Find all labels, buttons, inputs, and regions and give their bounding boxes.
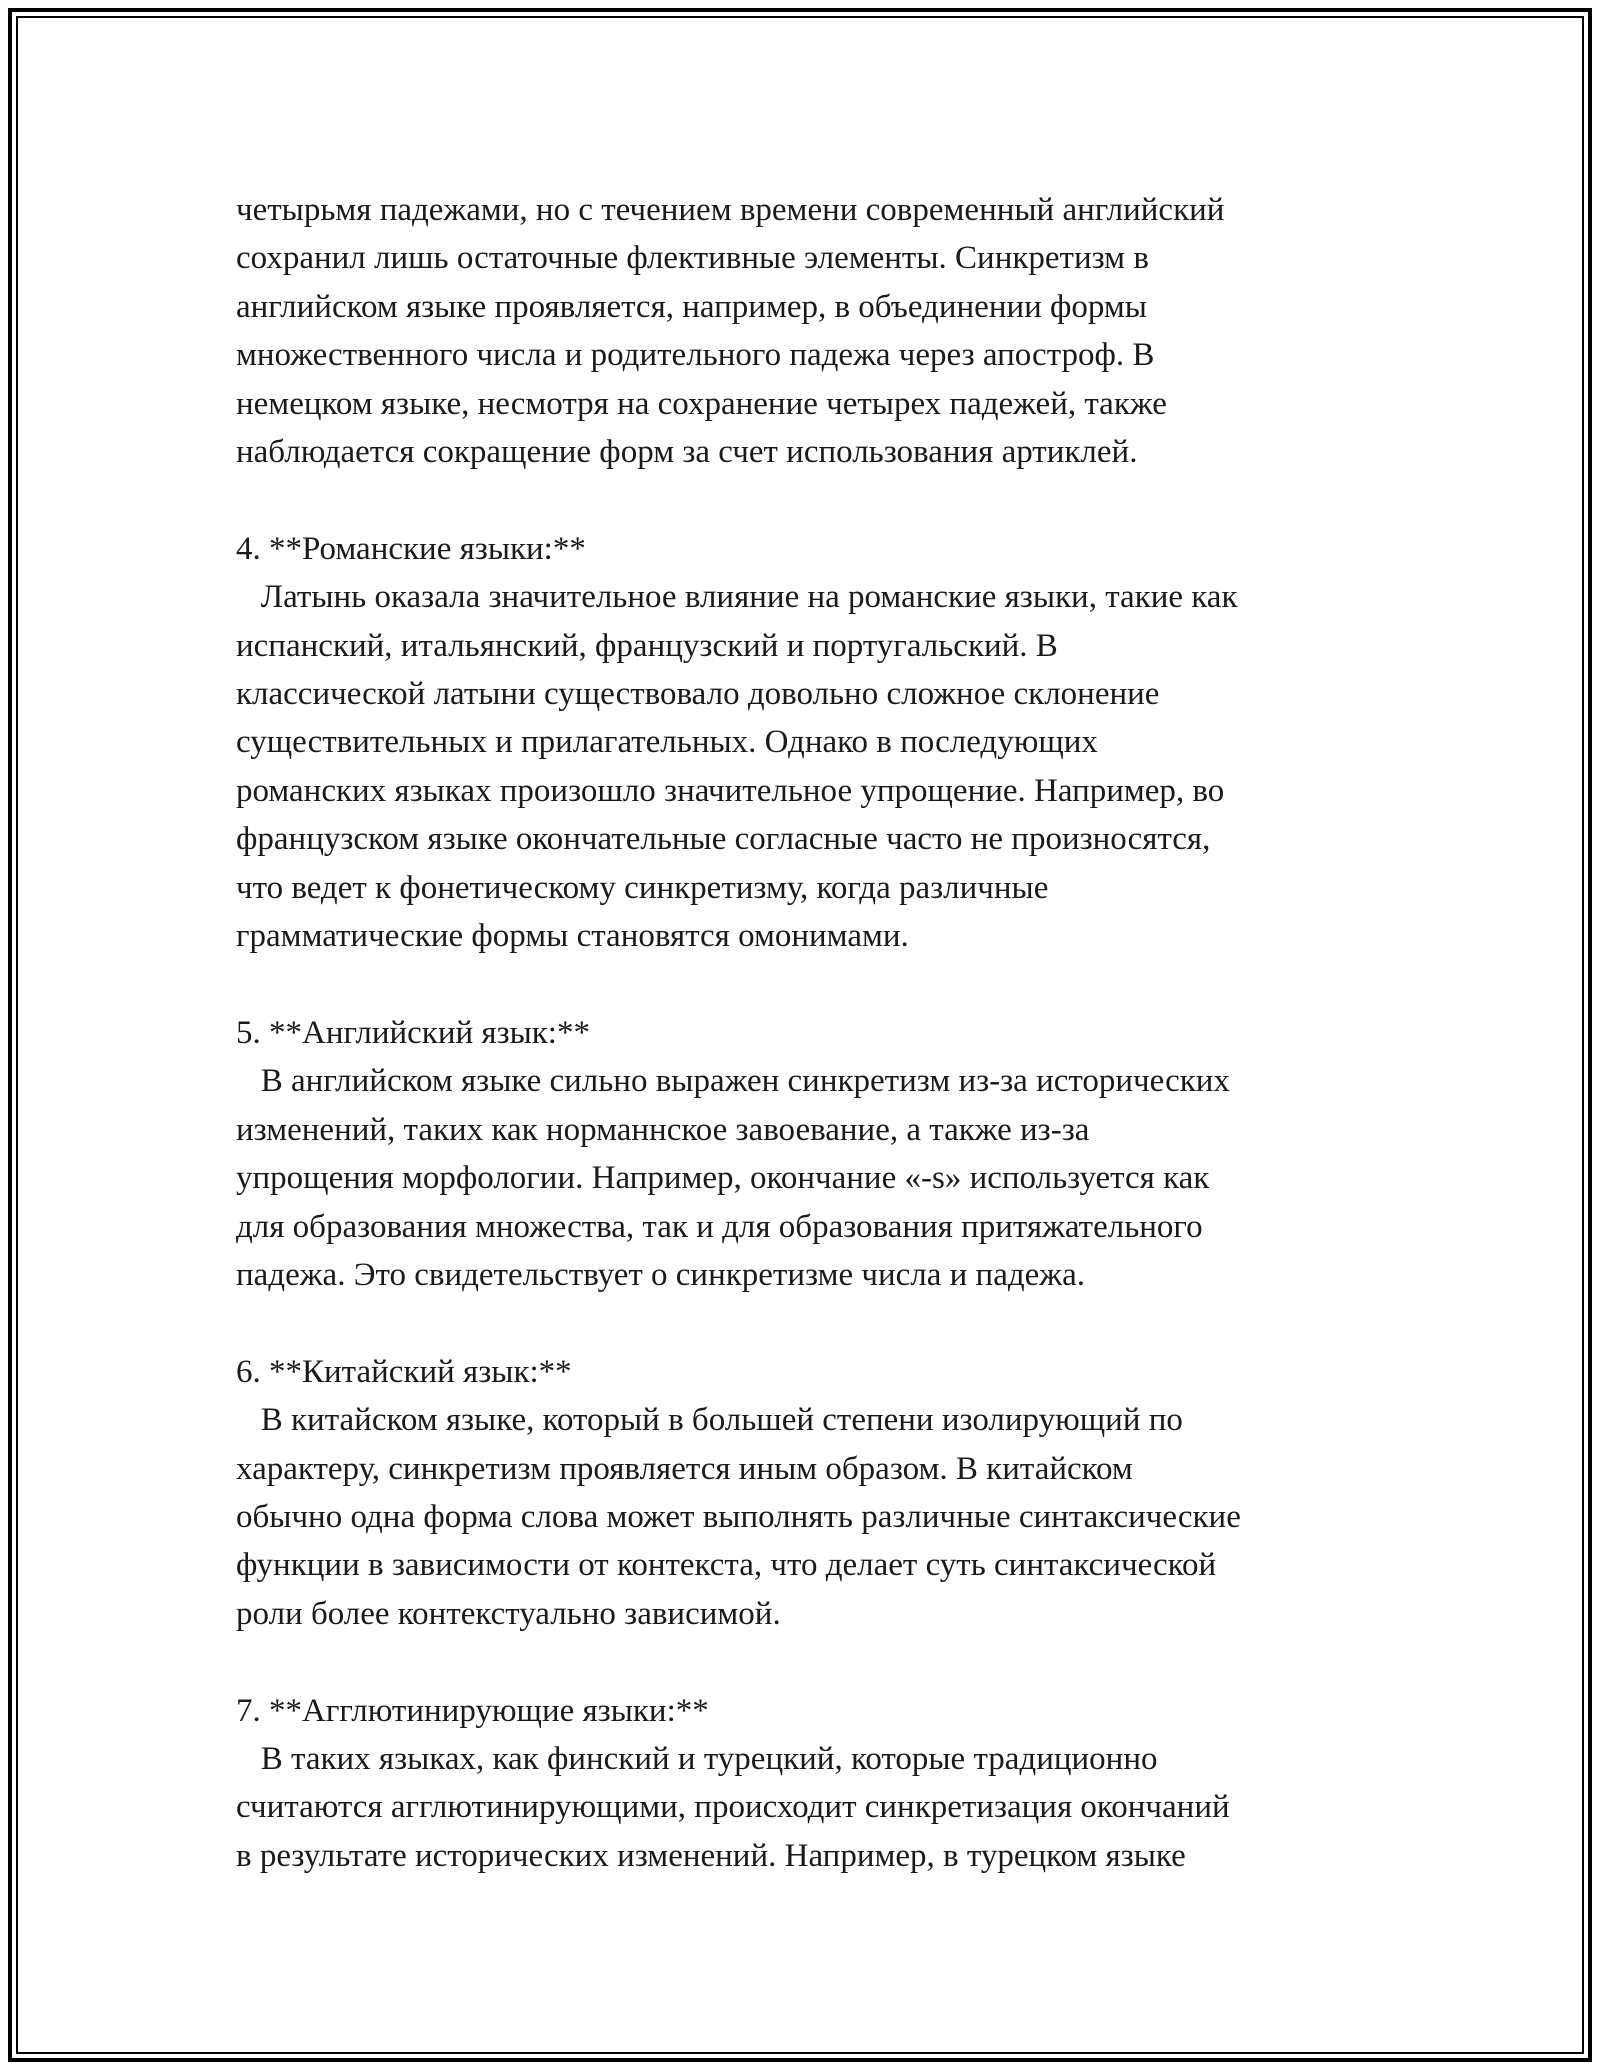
text-line: грамматические формы становятся омонимами.: [236, 918, 909, 955]
section-agglutinative-languages: [236, 1687, 1366, 1881]
intro-paragraph: [236, 186, 1366, 476]
text-line: испанский, итальянский, французский и португальский. В: [236, 627, 1058, 664]
text-line: В таких языках, как финский и турецкий, которые традиционно: [236, 1740, 1158, 1777]
section-romance-languages: [236, 525, 1366, 961]
text-line: обычно одна форма слова может выполнять различные синтаксические: [236, 1498, 1241, 1535]
text-line: для образования множества, так и для образования притяжательного: [236, 1208, 1203, 1245]
document-body: [236, 186, 1366, 1880]
paragraph-spacer: [236, 1299, 1366, 1347]
section-heading: 5. **Английский язык:**: [236, 1014, 590, 1051]
text-line: считаются агглютинирующими, происходит синкретизация окончаний: [236, 1789, 1230, 1826]
text-line: изменений, таких как норманнское завоевание, а также из-за: [236, 1111, 1090, 1148]
text-line: романских языках произошло значительное упрощение. Например, во: [236, 772, 1225, 809]
text-line: В китайском языке, который в большей степени изолирующий по: [236, 1402, 1183, 1439]
paragraph-spacer: [236, 960, 1366, 1008]
text-line: что ведет к фонетическому синкретизму, когда различные: [236, 869, 1049, 906]
text-line: характеру, синкретизм проявляется иным образом. В китайском: [236, 1450, 1133, 1487]
section-chinese-language: [236, 1348, 1366, 1638]
text-line: существительных и прилагательных. Однако в последующих: [236, 724, 1098, 761]
section-english-language: [236, 1009, 1366, 1299]
text-line: классической латыни существовало довольно сложное склонение: [236, 676, 1160, 713]
text-line: в результате исторических изменений. Например, в турецком языке: [236, 1837, 1186, 1874]
section-heading: 4. **Романские языки:**: [236, 530, 586, 567]
text-line: функции в зависимости от контекста, что делает суть синтаксической: [236, 1547, 1217, 1584]
text-line: упрощения морфологии. Например, окончание «-s» используется как: [236, 1160, 1210, 1197]
text-line: наблюдается сокращение форм за счет использования артиклей.: [236, 434, 1138, 471]
text-line: множественного числа и родительного падежа через апостроф. В: [236, 337, 1155, 374]
text-line: Латынь оказала значительное влияние на романские языки, такие как: [236, 579, 1238, 616]
text-line: роли более контекстуально зависимой.: [236, 1595, 781, 1632]
text-line: сохранил лишь остаточные флективные элементы. Синкретизм в: [236, 240, 1149, 277]
paragraph-spacer: [236, 1638, 1366, 1686]
paragraph-spacer: [236, 476, 1366, 524]
text-line: французском языке окончательные согласные часто не произносятся,: [236, 821, 1211, 858]
text-line: В английском языке сильно выражен синкретизм из-за исторических: [236, 1063, 1230, 1100]
section-heading: 7. **Агглютинирующие языки:**: [236, 1692, 709, 1729]
text-line: падежа. Это свидетельствует о синкретизме числа и падежа.: [236, 1256, 1085, 1293]
text-line: четырьмя падежами, но с течением времени современный английский: [236, 192, 1225, 228]
text-line: немецком языке, несмотря на сохранение четырех падежей, также: [236, 385, 1167, 422]
text-line: английском языке проявляется, например, в объединении формы: [236, 288, 1147, 325]
section-heading: 6. **Китайский язык:**: [236, 1353, 572, 1390]
